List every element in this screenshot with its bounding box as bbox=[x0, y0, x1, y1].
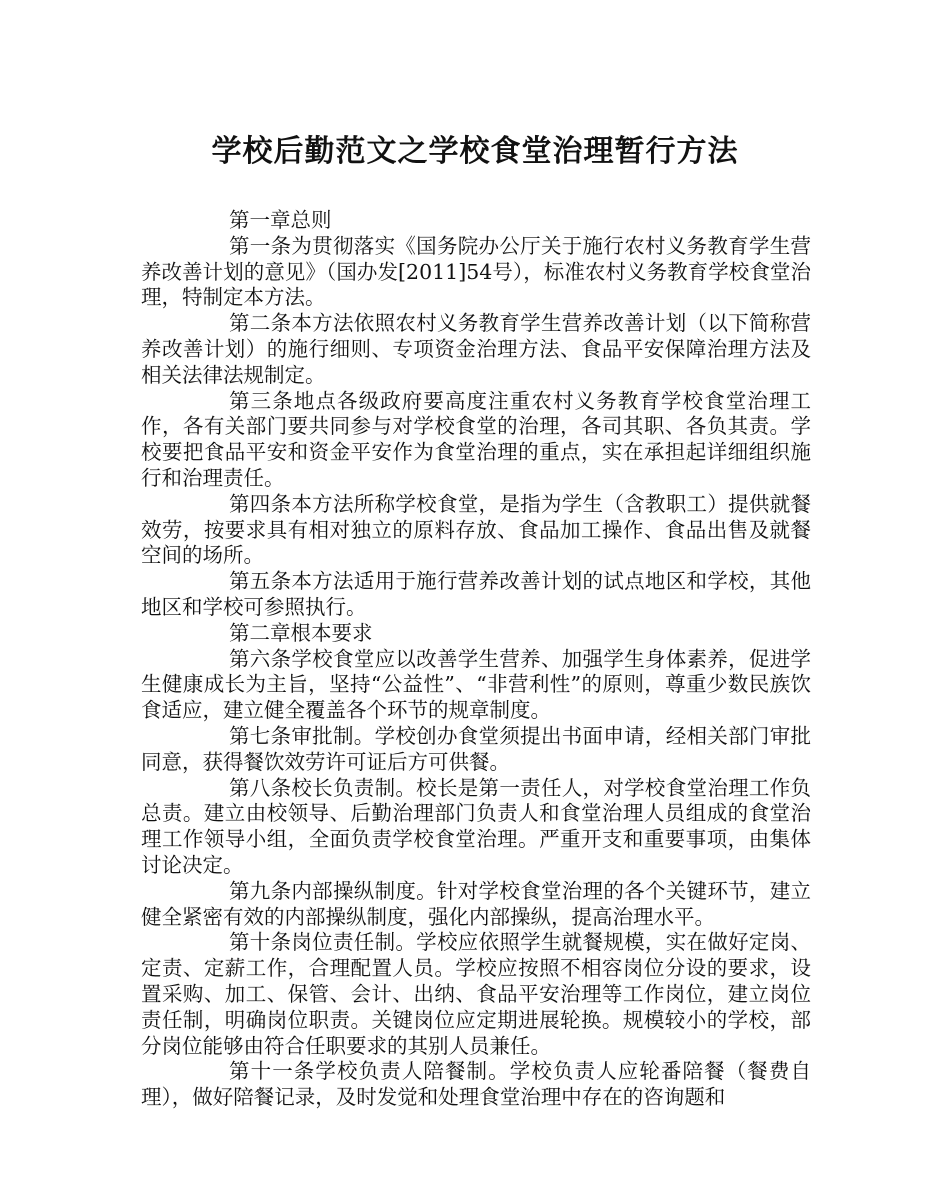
article-paragraph: 第二条本方法依照农村义务教育学生营养改善计划（以下简称营养改善计划）的施行细则、专项资金治理方法、食品平安保障治理方法及相关法律法规制定。 bbox=[141, 311, 811, 387]
document-body bbox=[141, 208, 811, 1111]
document-title: 学校后勤范文之学校食堂治理暂行方法 bbox=[211, 134, 739, 169]
article-paragraph: 第六条学校食堂应以改善学生营养、加强学生身体素养，促进学生健康成长为主旨，坚持“公益性”、“非营利性”的原则，尊重少数民族饮食适应，建立健全覆盖各个环节的规章制度。 bbox=[141, 646, 811, 723]
article-paragraph: 第十一条学校负责人陪餐制。学校负责人应轮番陪餐（餐费自理），做好陪餐记录，及时发觉和处理食堂治理中存在的咨询题和 bbox=[141, 1059, 811, 1110]
article-paragraph: 第九条内部操纵制度。针对学校食堂治理的各个关键环节，建立健全紧密有效的内部操纵制度，强化内部操纵，提高治理水平。 bbox=[141, 878, 811, 929]
article-paragraph: 第十条岗位责任制。学校应依照学生就餐规模，实在做好定岗、定责、定薪工作，合理配置人员。学校应按照不相容岗位分设的要求，设置采购、加工、保管、会计、出纳、食品平安治理等工作岗位，建立岗位责任制，明确岗位职责。关键岗位应定期进展轮换。规模较小的学校，部分岗位能够由符合任职要求的其别人员兼任。 bbox=[141, 930, 811, 1058]
article-paragraph: 第四条本方法所称学校食堂，是指为学生（含教职工）提供就餐效劳，按要求具有相对独立的原料存放、食品加工操作、食品出售及就餐空间的场所。 bbox=[141, 491, 811, 568]
article-paragraph: 第三条地点各级政府要高度注重农村义务教育学校食堂治理工作，各有关部门要共同参与对学校食堂的治理，各司其职、各负其责。学校要把食品平安和资金平安作为食堂治理的重点，实在承担起详细组织施行和治理责任。 bbox=[141, 388, 811, 490]
chapter-heading: 第一章总则 bbox=[229, 208, 332, 232]
article-paragraph: 第五条本方法适用于施行营养改善计划的试点地区和学校，其他地区和学校可参照执行。 bbox=[141, 569, 811, 619]
article-paragraph: 第一条为贯彻落实《国务院办公厅关于施行农村义务教育学生营养改善计划的意见》（国办发[2011]54号），标准农村义务教育学校食堂治理，特制定本方法。 bbox=[141, 233, 811, 310]
article-paragraph: 第八条校长负责制。校长是第一责任人，对学校食堂治理工作负总责。建立由校领导、后勤治理部门负责人和食堂治理人员组成的食堂治理工作领导小组，全面负责学校食堂治理。严重开支和重要事项，由集体讨论决定。 bbox=[141, 775, 811, 877]
article-paragraph: 第七条审批制。学校创办食堂须提出书面申请，经相关部门审批同意，获得餐饮效劳许可证后方可供餐。 bbox=[141, 723, 811, 774]
chapter-heading: 第二章根本要求 bbox=[229, 620, 373, 645]
